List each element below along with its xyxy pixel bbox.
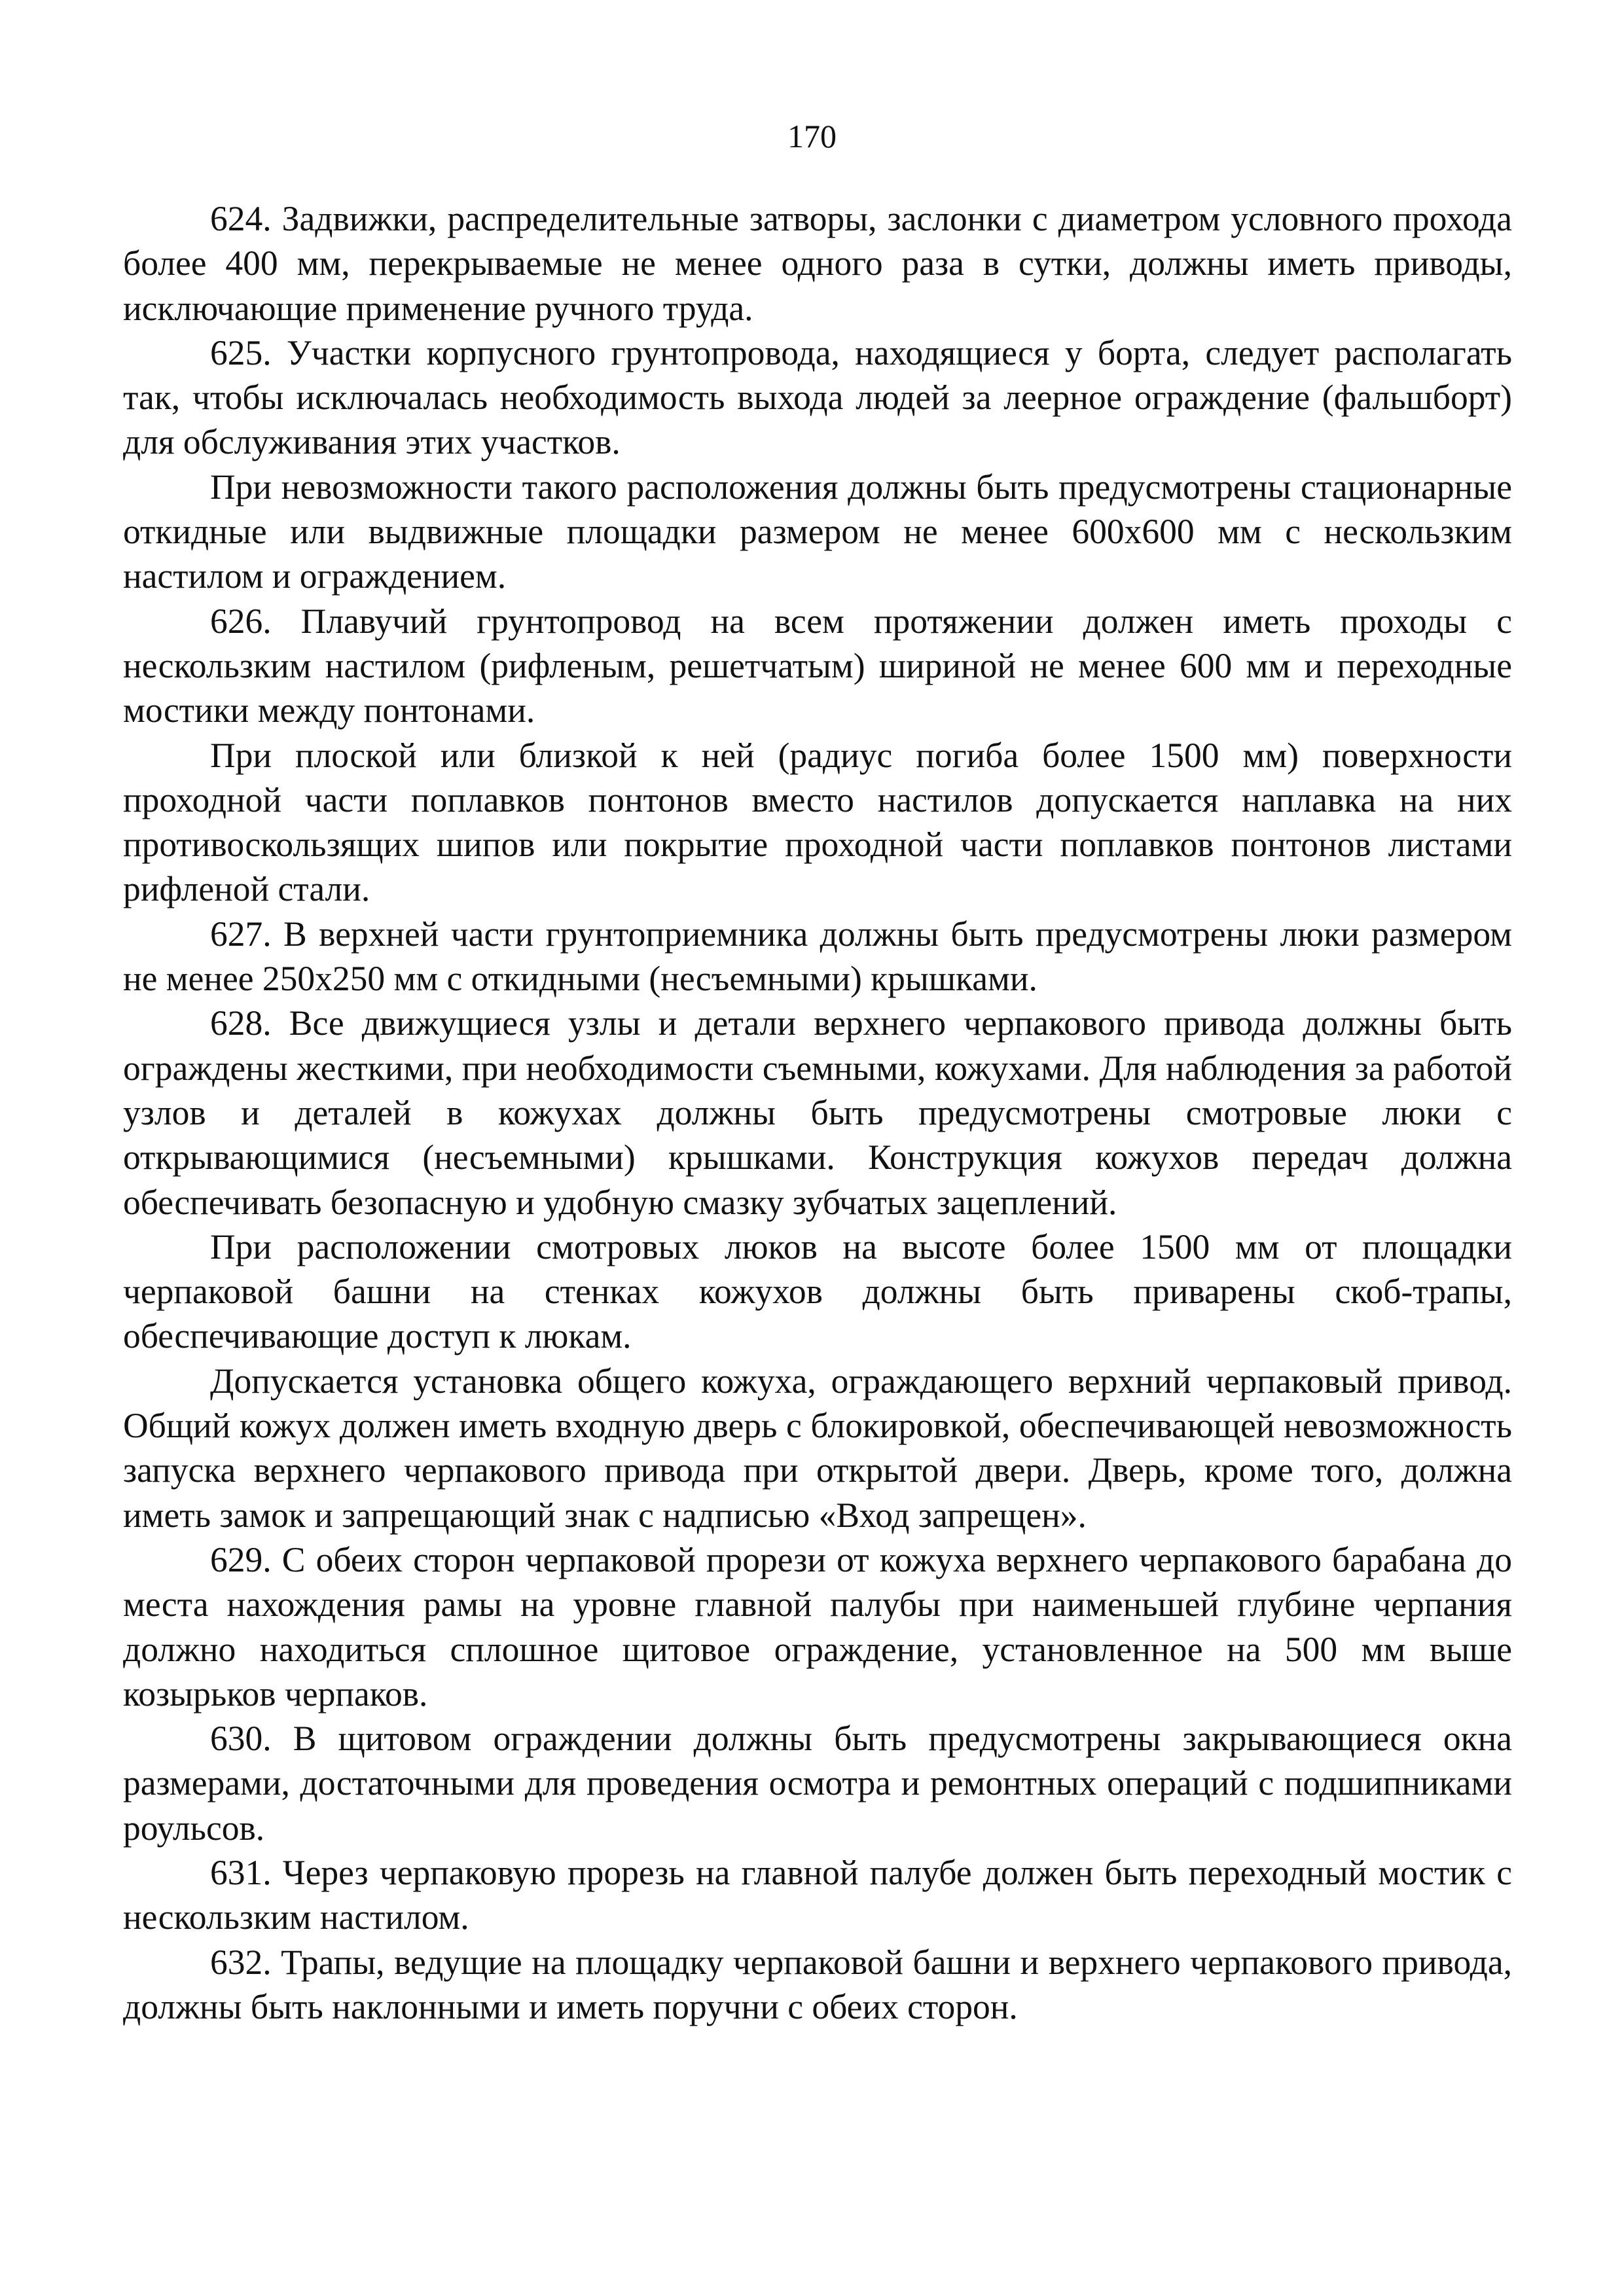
paragraph-629: 629. С обеих сторон черпаковой прорези от кожуха верхнего черпакового барабана до места нахождения рамы на уровне главной палубы при наименьшей глубине черпания должно находиться сплошное щитовое ограждение, установленное на 500 мм выше козырьков черпаков. [123,1539,1512,1713]
paragraph-626-continued: При плоской или близкой к ней (радиус погиба более 1500 мм) поверхности проходной части поплавков понтонов вместо настилов допускается наплавка на них противоскользящих шипов или покрытие проходной части поплавков понтонов листами рифленой стали. [123,735,1512,909]
body-text [123,196,1512,2029]
paragraph-627: 627. В верхней части грунтоприемника должны быть предусмотрены люки размером не менее 250х250 мм с откидными (несъемными) крышками. [123,914,1512,999]
paragraph-632: 632. Трапы, ведущие на площадку черпаковой башни и верхнего черпакового привода, должны быть наклонными и иметь поручни с обеих сторон. [123,1942,1512,2026]
paragraph-628: 628. Все движущиеся узлы и детали верхнего черпакового привода должны быть ограждены жесткими, при необходимости съемными, кожухами. Для наблюдения за работой узлов и деталей в кожухах должны быть предусмотрены смотровые люки с открывающимися (несъемными) крышками. Конструкция кожухов передач должна обеспечивать безопасную и удобную смазку зубчатых зацеплений. [123,1003,1512,1222]
page-number: 170 [787,118,837,154]
paragraph-625: 625. Участки корпусного грунтопровода, находящиеся у борта, следует располагать так, чтобы исключалась необходимость выхода людей за леерное ограждение (фальшборт) для обслуживания этих участков. [123,332,1512,462]
paragraph-628-inspection-hatches: При расположении смотровых люков на высоте более 1500 мм от площадки черпаковой башни на стенках кожухов должны быть приварены скоб-трапы, обеспечивающие доступ к люкам. [123,1227,1512,1356]
paragraph-628-common-casing: Допускается установка общего кожуха, ограждающего верхний черпаковый привод. Общий кожух должен иметь входную дверь с блокировкой, обеспечивающей невозможность запуска верхнего черпакового привода при открытой двери. Дверь, кроме того, должна иметь замок и запрещающий знак с надписью «Вход запрещен». [123,1361,1512,1535]
paragraph-625-continued: При невозможности такого расположения должны быть предусмотрены стационарные откидные или выдвижные площадки размером не менее 600х600 мм с нескользким настилом и ограждением. [123,467,1512,596]
paragraph-631: 631. Через черпаковую прорезь на главной палубе должен быть переходный мостик с нескользким настилом. [123,1852,1512,1937]
paragraph-624: 624. Задвижки, распределительные затворы, заслонки с диаметром условного прохода более 400 мм, перекрываемые не менее одного раза в сутки, должны иметь приводы, исключающие применение ручного труда. [123,199,1512,328]
paragraph-626: 626. Плавучий грунтопровод на всем протяжении должен иметь проходы с нескользким настилом (рифленым, решетчатым) шириной не менее 600 мм и переходные мостики между понтонами. [123,601,1512,730]
paragraph-630: 630. В щитовом ограждении должны быть предусмотрены закрывающиеся окна размерами, достаточными для проведения осмотра и ремонтных операций с подшипниками роульсов. [123,1719,1512,1848]
